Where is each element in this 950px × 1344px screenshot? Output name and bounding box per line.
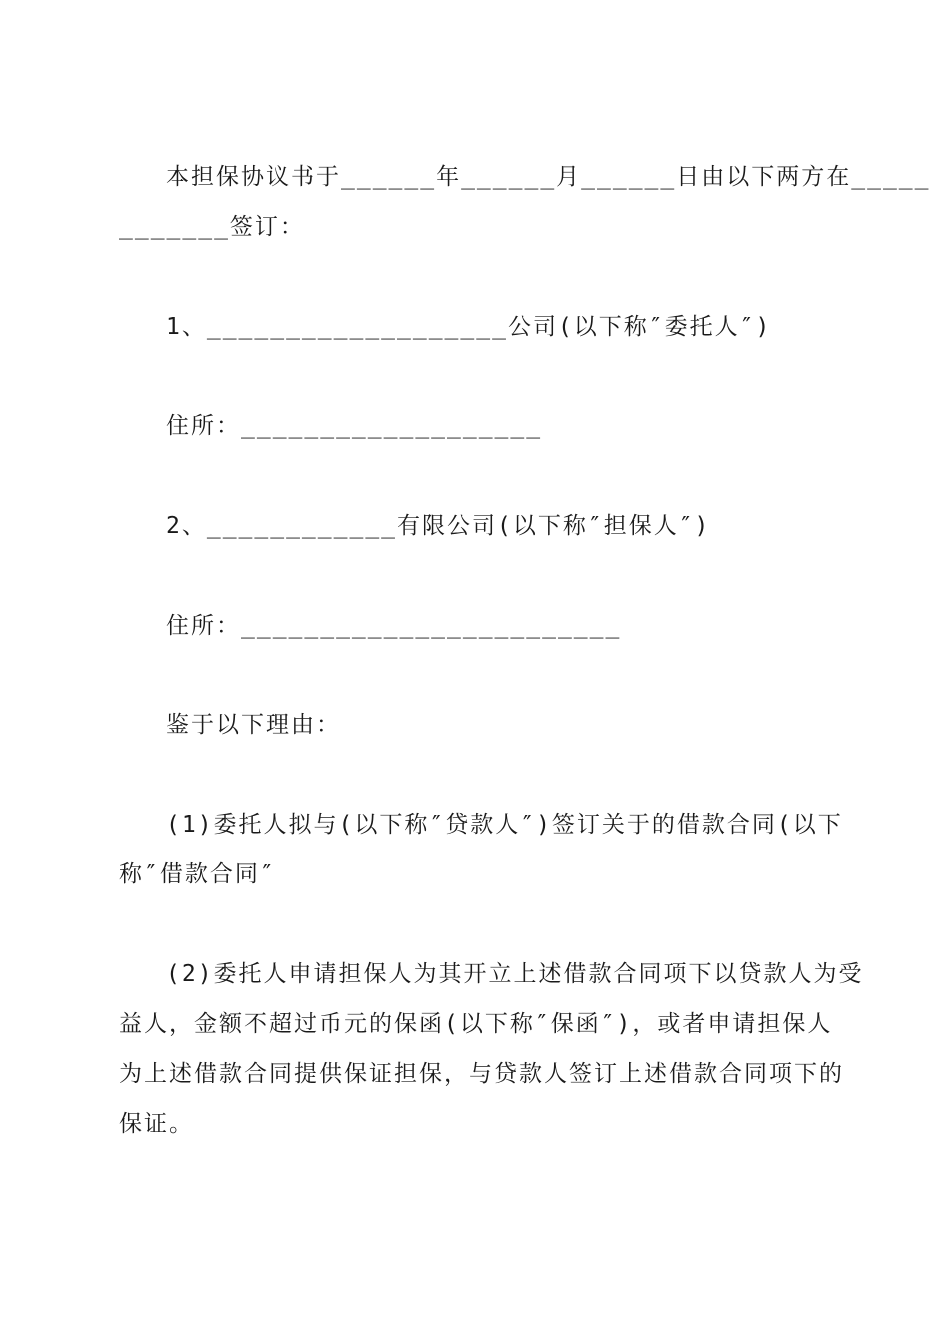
party2-address-line: 住所：________________________ xyxy=(166,613,622,639)
opening-line-2: _______签订： xyxy=(119,214,305,240)
whereas-item1-line-2: 称″借款合同″ xyxy=(119,861,276,887)
whereas-item2-line-3: 为上述借款合同提供保证担保，与贷款人签订上述借款合同项下的 xyxy=(119,1061,844,1087)
whereas-item2-line-4: 保证。 xyxy=(119,1111,194,1137)
party1-address-line: 住所：___________________ xyxy=(166,413,543,439)
whereas-heading: 鉴于以下理由： xyxy=(166,712,341,738)
whereas-item2-line-1: (2)委托人申请担保人为其开立上述借款合同项下以贷款人为受 xyxy=(166,961,864,987)
party1-name-line: 1、___________________公司(以下称″委托人″) xyxy=(166,314,772,340)
whereas-item2-line-2: 益人，金额不超过币元的保函(以下称″保函″)，或者申请担保人 xyxy=(119,1011,833,1037)
opening-line-1: 本担保协议书于______年______月______日由以下两方在_____ xyxy=(166,164,931,190)
whereas-item1-line-1: (1)委托人拟与(以下称″贷款人″)签订关于的借款合同(以下 xyxy=(166,812,843,838)
party2-name-line: 2、____________有限公司(以下称″担保人″) xyxy=(166,513,711,539)
